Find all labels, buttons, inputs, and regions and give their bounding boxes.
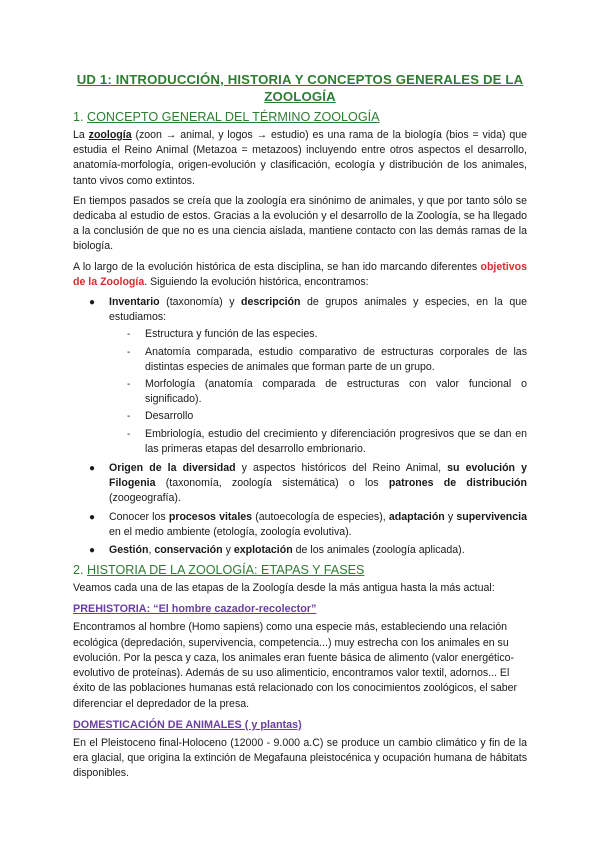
objetivos-highlight: objetivos de la Zoología [73, 260, 527, 288]
text-bold: conservación [154, 544, 223, 557]
text-bold: supervivencia [456, 510, 528, 523]
sublist-item [109, 327, 527, 342]
text-run: (taxonomía) y [159, 296, 242, 309]
text-run: (zoon → animal, y logos → estudio) es una rama de la biología (bios = vida) que estudia el Reino Animal (Metazoa = metazoos) incluyendo entre otros aspectos el desarrollo, anatomía-morfología, origen-evolución y clasificación, ecología y distribución de los animales, tanto vivos como extintos. [73, 129, 528, 187]
text-run: y [222, 544, 234, 557]
text-run: y aspectos históricos del Reino Animal, [235, 462, 448, 475]
section-1-title: CONCEPTO GENERAL DEL TÉRMINO ZOOLOGÍA [87, 110, 380, 124]
domesticacion-heading: DOMESTICACIÓN DE ANIMALES ( y plantas) [73, 718, 302, 731]
bullet-marker: ● [89, 297, 96, 309]
objective-item [73, 295, 527, 457]
sublist-text: Estructura y función de las especies. [145, 328, 318, 341]
text-bold: Gestión [109, 544, 149, 557]
section-2-title: HISTORIA DE LA ZOOLOGÍA: ETAPAS Y FASES [87, 563, 365, 578]
dash-marker: - [127, 346, 131, 358]
prehistoria-heading: PREHISTORIA: “El hombre cazador-recolector” [73, 603, 317, 616]
section-1-paragraph-3 [73, 260, 527, 290]
text-run: . Siguiendo la evolución histórica, encontramos: [144, 275, 369, 288]
text-bold: patrones de distribución [388, 477, 527, 490]
prehistoria-paragraph: Encontramos al hombre (Homo sapiens) como una especie más, estableciendo una relación ecológica (depredación, supervivencia, competencia...) muy estrecha con los animales en su evolución. Por la pesca y caza, los animales eran fuente básica de alimento (valor energético-evolutivo de proteínas). Además de su uso alimenticio, encontramos valor textil, adornos... El éxito de las poblaciones humanas está relacionado con los conocimientos zoológicos, el saber diferenciar el depredador de la presa. [73, 621, 518, 710]
text-run: (taxonomía, zoología sistemática) o los [155, 477, 389, 490]
text-run: y [444, 510, 457, 523]
section-2-intro: Veamos cada una de las etapas de la Zoología desde la más antigua hasta la más actual: [73, 582, 495, 595]
text-bold: su evolución y Filogenia [109, 462, 527, 490]
bullet-marker: ● [89, 463, 96, 475]
text-bold: descripción [241, 296, 301, 309]
objective-item [73, 461, 527, 507]
section-2-number: 2. [73, 563, 88, 578]
text-run: (autoecología de especies), [252, 510, 389, 523]
sublist-item [109, 345, 527, 375]
sublist-text: Desarrollo [145, 410, 194, 423]
section-1-paragraph-2: En tiempos pasados se creía que la zoología era sinónimo de animales, y que por tanto sólo se dedicaba al estudio de estos. Gracias a la evolución y el desarrollo de la Zoología, se ha llegado a la conclusión de que no es una ciencia aislada, mantiene contacto con las demás ramas de la biología. [73, 194, 527, 253]
dash-marker: - [127, 329, 131, 341]
text-run: en el medio ambiente (etología, zoología evolutiva). [109, 525, 352, 538]
text-bold: Origen de la diversidad [109, 462, 236, 475]
text-bold: explotación [233, 544, 293, 557]
text-run: (zoogeografía). [109, 492, 181, 505]
dash-marker: - [127, 428, 131, 440]
text-run: de los animales (zoología aplicada). [292, 544, 465, 557]
dash-marker: - [127, 379, 131, 391]
bullet-marker: ● [89, 545, 96, 557]
study-sublist [109, 327, 527, 457]
text-run: , [148, 544, 155, 557]
text-run: A lo largo de la evolución histórica de esta disciplina, se han ido marcando diferentes [73, 260, 481, 273]
domesticacion-paragraph: En el Pleistoceno final-Holoceno (12000 - 9.000 a.C) se produce un cambio climático y fin de la era glacial, que origina la extinción de Megafauna pleistocénica y ocupación humana de hábitats disponibles. [73, 736, 527, 780]
text-run: Conocer los [109, 510, 169, 523]
section-1-paragraph-1 [73, 128, 527, 189]
document-title: UD 1: INTRODUCCIÓN, HISTORIA Y CONCEPTOS GENERALES DE LA ZOOLOGÍA [76, 72, 524, 104]
text-run: La [73, 129, 89, 141]
bullet-marker: ● [89, 511, 96, 523]
section-1-number: 1. [73, 110, 88, 124]
section-2-heading [73, 562, 527, 578]
section-1-heading [73, 109, 527, 125]
text-bold: procesos vitales [168, 510, 253, 523]
term-zoologia: zoología [88, 129, 132, 141]
sublist-text: Anatomía comparada, estudio comparativo de estructuras corporales de las distintas especies de animales que forman parte de un grupo. [145, 345, 527, 373]
sublist-item [109, 427, 527, 457]
text-bold: adaptación [388, 510, 445, 523]
sublist-text: Embriología, estudio del crecimiento y diferenciación progresivos que se dan en las primeras etapas del desarrollo embrionario. [145, 427, 527, 455]
sublist-item [109, 377, 527, 407]
dash-marker: - [127, 411, 131, 423]
text-bold: Inventario [109, 296, 160, 309]
objective-item [73, 510, 527, 540]
objectives-list [73, 295, 527, 558]
text-run: de grupos animales y especies, en la que estudiamos: [109, 296, 527, 324]
sublist-text: Morfología (anatomía comparada de estructuras con valor funcional o significado). [145, 378, 527, 406]
document-content [73, 71, 527, 786]
sublist-item [109, 409, 527, 424]
objective-item [73, 543, 527, 558]
